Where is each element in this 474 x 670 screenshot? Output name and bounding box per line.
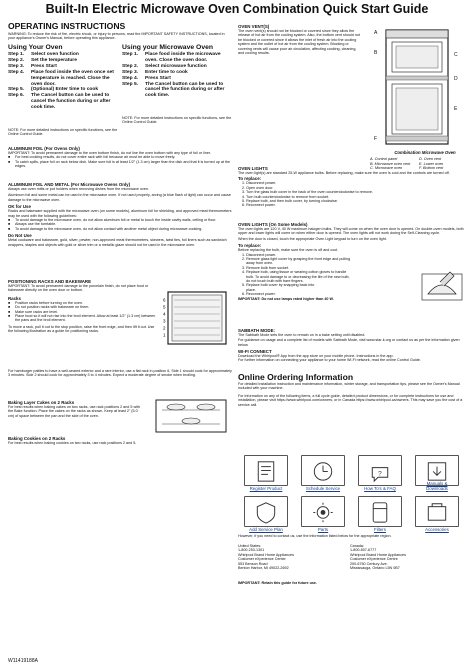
diagram-label: A bbox=[374, 30, 378, 36]
foil-metal-heading: ALUMINUM FOIL AND METAL (For Microwave Ovens Only) bbox=[8, 182, 131, 187]
foil-metal-p1: Always use oven mitts or pot holders when removing dishes from the microwave oven. bbox=[8, 187, 150, 191]
light-step: 6. Reconnect power. bbox=[242, 203, 276, 208]
microwave-note: NOTE: For more detailed instructions on specific functions, see the Online Control Guide. bbox=[122, 116, 232, 125]
step-number: Step 1. bbox=[122, 52, 139, 57]
step-text: Place food inside the microwave bbox=[145, 52, 221, 57]
racks-label: Racks bbox=[8, 295, 21, 301]
us-contact-line: Customer eXperience Center bbox=[238, 557, 286, 562]
cookies-heading: Baking Cookies on 2 Racks bbox=[8, 436, 66, 441]
accessories-label[interactable]: Accessories bbox=[425, 527, 449, 532]
rack-positions-illustration bbox=[162, 290, 232, 346]
sabbath-section bbox=[238, 328, 468, 347]
foil-heading: ALUMINUM FOIL (For Ovens Only) bbox=[8, 146, 80, 151]
diagram-label: F bbox=[374, 136, 378, 142]
us-contact bbox=[238, 544, 348, 570]
light-step: 5. Replace bulb, and then bulb cover, by turning clockwise. bbox=[242, 199, 338, 204]
diagram-caption: Combination Microwave Oven bbox=[394, 150, 456, 155]
step-text: Select oven function bbox=[31, 52, 79, 57]
oven-note: NOTE: For more detailed instructions on specific functions, see the Online Control Guide. bbox=[8, 128, 118, 137]
wifi-text: Download the Whirlpool® App from the app store on your mobile phone. Instructions in the app. bbox=[238, 354, 394, 358]
filters-card[interactable] bbox=[358, 496, 402, 532]
cake-pans-illustration bbox=[152, 397, 230, 435]
canada-contact-line: Whirlpool Brand Home Appliances bbox=[350, 552, 406, 557]
step-text: oven. Close the oven door. bbox=[145, 57, 208, 63]
vents-text: The oven vent(s) should not be blocked or covered since they allow the release of hot air from the cooling system. Also, the bottom vent should not be blocked or covered since it allows the inlet of fresh air into the cooling system and the outlet of hot air from the cooling system. Blocking or covering vents will cause poor air circulation, affecting cooking, cleaning, and cooling results. bbox=[238, 29, 360, 56]
canada-contact-line: Customer eXperience Centre bbox=[350, 557, 398, 562]
legend-value: Bottom vent bbox=[422, 166, 444, 171]
us-contact-line: Whirlpool Brand Home Appliances bbox=[238, 552, 294, 557]
light-step: 2. Open oven door. bbox=[242, 185, 274, 190]
operating-section bbox=[8, 21, 232, 41]
legend-value: Lower oven bbox=[423, 161, 444, 166]
halogen-important: IMPORTANT: Do not use lamps rated higher than 40 W. bbox=[238, 296, 334, 301]
parts-label[interactable]: Parts bbox=[317, 527, 329, 532]
bullet-item: ■ To avoid damage to the microwave oven, do not allow aluminum foil or metal to touch the inside cavity walls, ceiling or floor. bbox=[8, 218, 232, 222]
light-step: 3. Turn the glass bulb cover in the back of the oven counterclockwise to remove. bbox=[242, 190, 373, 195]
legend-value: Microwave oven vent bbox=[374, 161, 411, 166]
oven-heading: Using Your Oven bbox=[8, 44, 63, 51]
add-service-plan-card[interactable] bbox=[244, 496, 288, 532]
step-number: Step 5. bbox=[122, 81, 139, 87]
bullet-item: ■ To avoid damage to the microwave oven, do not allow contact with another metal object during microwave cooking. bbox=[8, 227, 232, 231]
oven-lights-steps bbox=[238, 181, 468, 207]
diagram-label: D bbox=[454, 76, 458, 82]
ok-text: Racks and bakeware supplied with the microwave oven (on some models), aluminum foil for shielding, and approved meat thermometers may be used with the following guidelines: bbox=[8, 209, 232, 218]
halogen-step: place. bbox=[242, 287, 256, 292]
halogen-step: 6. Reconnect power. bbox=[242, 292, 276, 297]
step-text: cancel the function during or after bbox=[31, 99, 111, 105]
oven-section bbox=[8, 44, 120, 111]
sabbath-text2: For guidance on usage and a complete list of models with Sabbath Mode, visit www.star-k.org or contact us as per the information given below. bbox=[238, 338, 460, 347]
us-contact-line: 553 Benson Road bbox=[238, 561, 268, 566]
manuals-downloads-label[interactable]: Manuals & Downloads bbox=[426, 481, 448, 491]
step-number: Step 6. bbox=[8, 93, 25, 99]
racks-heading: POSITIONING RACKS AND BAKEWARE bbox=[8, 279, 92, 284]
how-tos-faq-label[interactable]: How To's & FAQ bbox=[364, 486, 396, 491]
step-text: The Cancel button can be used to bbox=[145, 81, 224, 87]
rack-position-number: 6 bbox=[163, 297, 166, 303]
legend-key: F. bbox=[419, 166, 423, 171]
oven-lights-replace: To replace: bbox=[238, 176, 262, 182]
svg-text:?: ? bbox=[378, 470, 382, 478]
step-text: Press Start bbox=[31, 63, 57, 69]
step-number: Step 1. bbox=[8, 52, 25, 57]
combination-oven-diagram bbox=[370, 24, 468, 148]
canada-contact bbox=[350, 544, 468, 570]
step-text: temperature is reached. Close the bbox=[31, 75, 110, 81]
register-product-icon bbox=[245, 456, 287, 485]
legend-key: B. bbox=[370, 161, 375, 166]
filters-label[interactable]: Filters bbox=[374, 527, 386, 532]
legend-value: Control panel bbox=[374, 157, 398, 161]
part-number: W11419188A bbox=[8, 658, 38, 664]
halogen-step: 4. Replace bulb, using tissue or wearing cotton gloves to handle bbox=[242, 270, 347, 275]
wifi-heading: WI-FI CONNECT bbox=[238, 349, 272, 354]
how-tos-faq-icon bbox=[359, 456, 401, 485]
legend-value: Oven vent bbox=[423, 157, 442, 161]
sabbath-text: The Sabbath Mode sets the oven to remain on in a bake setting until disabled. bbox=[238, 333, 366, 337]
page-title: Built-In Electric Microwave Oven Combination Quick Start Guide bbox=[45, 2, 429, 16]
schedule-service-label[interactable]: Schedule Service bbox=[305, 486, 341, 491]
sabbath-heading: SABBATH MODE: bbox=[238, 328, 275, 333]
rack-position-number: 4 bbox=[163, 311, 166, 317]
how-tos-faq-card[interactable] bbox=[358, 455, 402, 491]
halogen-heading: OVEN LIGHTS (On Some Models) bbox=[238, 222, 308, 227]
halogen-step: 1. Disconnect power. bbox=[242, 252, 277, 257]
halogen-step: away from oven. bbox=[242, 261, 274, 266]
microwave-steps bbox=[122, 52, 234, 99]
layer-cakes-section bbox=[8, 400, 143, 418]
rack-position-number: 3 bbox=[163, 318, 166, 324]
step-number: Step 3. bbox=[8, 63, 25, 69]
legend-key: D. bbox=[419, 157, 424, 161]
operating-heading: OPERATING INSTRUCTIONS bbox=[8, 21, 126, 31]
step-number: Step 4. bbox=[8, 69, 25, 75]
racks-important: IMPORTANT: To avoid permanent damage to the porcelain finish, do not place food or bakeware directly on the oven door or bottom. bbox=[8, 284, 149, 293]
halogen-replace: To replace: bbox=[238, 243, 262, 249]
us-contact-line: 1-800-253-1301 bbox=[238, 548, 265, 553]
dnu-heading: Do Not Use bbox=[8, 233, 32, 239]
add-service-plan-icon bbox=[245, 497, 287, 526]
rack-position-number: 5 bbox=[163, 304, 166, 310]
diagram-label: E bbox=[454, 106, 458, 112]
step-text: Select microwave function bbox=[145, 63, 207, 69]
diagram-label: B bbox=[374, 50, 378, 56]
step-line bbox=[122, 93, 234, 99]
ok-bullets bbox=[8, 218, 232, 231]
step-number: Step 2. bbox=[122, 63, 139, 69]
vents-section bbox=[238, 24, 362, 55]
filters-icon bbox=[359, 497, 401, 526]
parts-card[interactable] bbox=[301, 496, 345, 532]
halogen-step: do not touch bulb with bare fingers. bbox=[242, 279, 304, 284]
oven-lights-heading: OVEN LIGHTS bbox=[238, 166, 268, 171]
microwave-heading: Using your Microwave Oven bbox=[122, 44, 214, 51]
racks-section bbox=[8, 279, 158, 334]
wifi-section bbox=[238, 349, 468, 363]
accessories-card[interactable] bbox=[415, 496, 459, 532]
step-text: oven door. bbox=[31, 81, 56, 87]
us-contact-line: United States: bbox=[238, 544, 262, 548]
accessories-icon bbox=[416, 497, 458, 526]
contact-text: However, if you need to contact us, use the information listed below for the appropriate region. bbox=[238, 534, 392, 538]
halogen-step: 2. Remove glass light cover by grasping the front edge and pulling bbox=[242, 257, 351, 262]
cookies-section bbox=[8, 436, 232, 445]
wifi-text2: For further information on connecting your appliance to your home Wi-Fi network, read the online Control Guide. bbox=[238, 358, 421, 363]
halogen-step: 5. Replace bulb cover by snapping back into bbox=[242, 283, 315, 288]
legend-key: E. bbox=[419, 161, 424, 166]
layer-cakes-text: For best results when baking cakes on two racks, use rack positions 2 and 5 with the Bake function. Place the cakes on the racks as shown. Keep at least 2" (5.0 cm) of space between the pan and the side of the oven. bbox=[8, 405, 140, 418]
register-product-label[interactable]: Register Product bbox=[249, 486, 283, 491]
legend-key: A. bbox=[370, 157, 375, 161]
legend-key: C. bbox=[370, 166, 375, 171]
canada-contact-line: Canada: bbox=[350, 544, 364, 548]
us-contact-line: Benton Harbor, MI 49022-2692 bbox=[238, 566, 289, 571]
step-number: Step 2. bbox=[8, 57, 25, 63]
manuals-downloads-card[interactable] bbox=[415, 455, 459, 491]
step-text: Set the temperature bbox=[31, 57, 77, 63]
bullet-item: ■ Do not position racks with bakeware on them. bbox=[8, 305, 158, 309]
register-product-card[interactable] bbox=[244, 455, 288, 491]
bullet-item: ■ Always use the turntable. bbox=[8, 222, 232, 226]
retain-note: IMPORTANT: Retain this guide for future use. bbox=[238, 581, 318, 585]
bullet-item: ■ Position racks before turning on the oven. bbox=[8, 301, 158, 305]
bullet-item: ■ Place food so it will not rise into the broil element. Allow at least 1/2" (1.3 cm) between the pans and the broil element. bbox=[8, 314, 158, 323]
legend-value: Microwave oven bbox=[374, 166, 403, 171]
layer-cakes-heading: Baking Layer Cakes on 2 Racks bbox=[8, 400, 75, 405]
oven-lights-section bbox=[238, 166, 468, 208]
diagram-label: C bbox=[454, 52, 458, 58]
operating-warning: WARNING: To reduce the risk of fire, electric shock, or injury to persons, read the IMPORTANT SAFETY INSTRUCTIONS, located in your appliance's Owner's Manual, before operating this appliance. bbox=[8, 32, 225, 41]
schedule-service-icon bbox=[302, 456, 344, 485]
online-text: For detailed installation instruction and maintenance information, winter storage, and transportation tips, please see the Owner's Manual included with your machine. bbox=[238, 382, 460, 391]
oven-lights-text: The oven light(s) are standard 25-W appliance bulbs. Before replacing, make sure the oven is cool and the controls are turned off. bbox=[238, 171, 450, 175]
halogen-step: bulb. To avoid damage to or decreasing the life of the new bulb, bbox=[242, 274, 350, 279]
foil-metal-section bbox=[8, 182, 232, 247]
halogen-text3: Before replacing the bulb, make sure the oven is off and cool. bbox=[238, 248, 339, 253]
vents-heading: OVEN VENT(S) bbox=[238, 24, 270, 29]
step-text: cook time. bbox=[31, 105, 56, 111]
add-service-plan-label[interactable]: Add Service Plan bbox=[249, 527, 283, 532]
bullet-item: ■ To catch spills, place foil on rack below dish. Make sure foil is at least 1/2" (1.3 cm) larger than the dish and that it is turned up at the edges. bbox=[8, 160, 232, 169]
racks-p2: For hamburger patties to have a well-seared exterior and a rare interior, use a flat rack in position 6. Side 1 should cook for approximately 3 minutes. Side 2 should cook for approximately 3 to 4 minutes. Expect a moderate degree of smoke when broiling. bbox=[8, 369, 232, 378]
bullet-item: ■ For best cooking results, do not cover entire rack with foil because air must be able to move freely. bbox=[8, 155, 232, 159]
step-text: Press Start bbox=[145, 75, 171, 81]
step-text: cancel the function during or after bbox=[145, 87, 225, 93]
halogen-text2: When the door is closed, touch the appropriate Oven Light keypad to turn on the oven light. bbox=[238, 236, 387, 241]
step-number: Step 3. bbox=[122, 69, 139, 75]
step-text: Enter time to cook bbox=[145, 69, 188, 75]
canada-contact-line: 200-6750 Century Ave. bbox=[350, 561, 388, 566]
ok-heading: OK for Use bbox=[8, 204, 31, 210]
canada-contact-line: 1-800-807-6777 bbox=[350, 548, 377, 553]
online-section bbox=[238, 372, 468, 407]
halogen-text: The oven lights are 120 V, 40 W maximum halogen bulbs. They will come on when the oven door is opened. On double-oven models, both upper and lower lights will come on when either door is opened. The oven lights will not work during the Self-Cleaning cycle. bbox=[238, 227, 464, 236]
light-step: 1. Disconnect power. bbox=[242, 181, 277, 186]
step-line bbox=[8, 105, 120, 111]
racks-bullets bbox=[8, 301, 158, 323]
dnu-text: Metal cookware and bakeware, gold, silver, pewter, non-approved meat thermometers, skewers, twist ties, foil liners such as sandwich wrappers, staples and objects with gold or silver trim or a metallic glaze should not be used in the microwave oven. bbox=[8, 238, 227, 247]
foil-bullets bbox=[8, 155, 232, 168]
microwave-section bbox=[122, 44, 234, 99]
parts-icon bbox=[302, 497, 344, 526]
online-text2: For information on any of the following items, a full cycle guide, detailed product dimensions, or for complete instructions for use and installation, please visit https://www.whirlpool.com/owners, or in Canada https://www.whirlpool.ca/owners. This may save you the cost of a service call. bbox=[238, 393, 463, 407]
step-text: Place food inside the oven once set bbox=[31, 69, 114, 75]
bullet-item: ■ Make sure racks are level. bbox=[8, 310, 158, 314]
online-heading: Online Ordering Information bbox=[238, 372, 354, 382]
step-text: cook time. bbox=[145, 93, 170, 99]
halogen-step: 3. Remove bulb from socket. bbox=[242, 265, 289, 270]
foil-important: IMPORTANT: To avoid permanent damage to the oven bottom finish, do not line the oven bottom with any type of foil or liner. bbox=[8, 151, 211, 155]
schedule-service-card[interactable] bbox=[301, 455, 345, 491]
canada-contact-line: Mississauga, Ontario L5N 0B7 bbox=[350, 566, 400, 571]
oven-steps bbox=[8, 52, 120, 111]
foil-metal-p2: Aluminum foil and some metal can be used in the microwave oven. If not used properly, arcing (a blue flash of light) can occur and cause damage to the microwave oven. bbox=[8, 193, 231, 202]
rack-position-number: 2 bbox=[163, 325, 166, 331]
light-step: 4. Turn bulb counterclockwise to remove from socket. bbox=[242, 194, 330, 199]
step-text: (Optional) Enter time to cook bbox=[31, 87, 99, 93]
bulb-cover-illustration bbox=[420, 268, 466, 304]
foil-section bbox=[8, 146, 232, 169]
rack-position-number: 1 bbox=[163, 332, 166, 338]
racks-p1: To move a rack, pull it out to the stop position, raise the front edge, and then lift it out. Use the following illustration as a guide for positioning racks. bbox=[8, 324, 155, 334]
step-text: The Cancel button can be used to bbox=[31, 93, 110, 99]
step-number: Step 5. bbox=[8, 87, 25, 93]
cookies-text: For best results when baking cookies on two racks, use rack positions 2 and 5. bbox=[8, 441, 137, 445]
step-number: Step 4. bbox=[122, 75, 139, 81]
